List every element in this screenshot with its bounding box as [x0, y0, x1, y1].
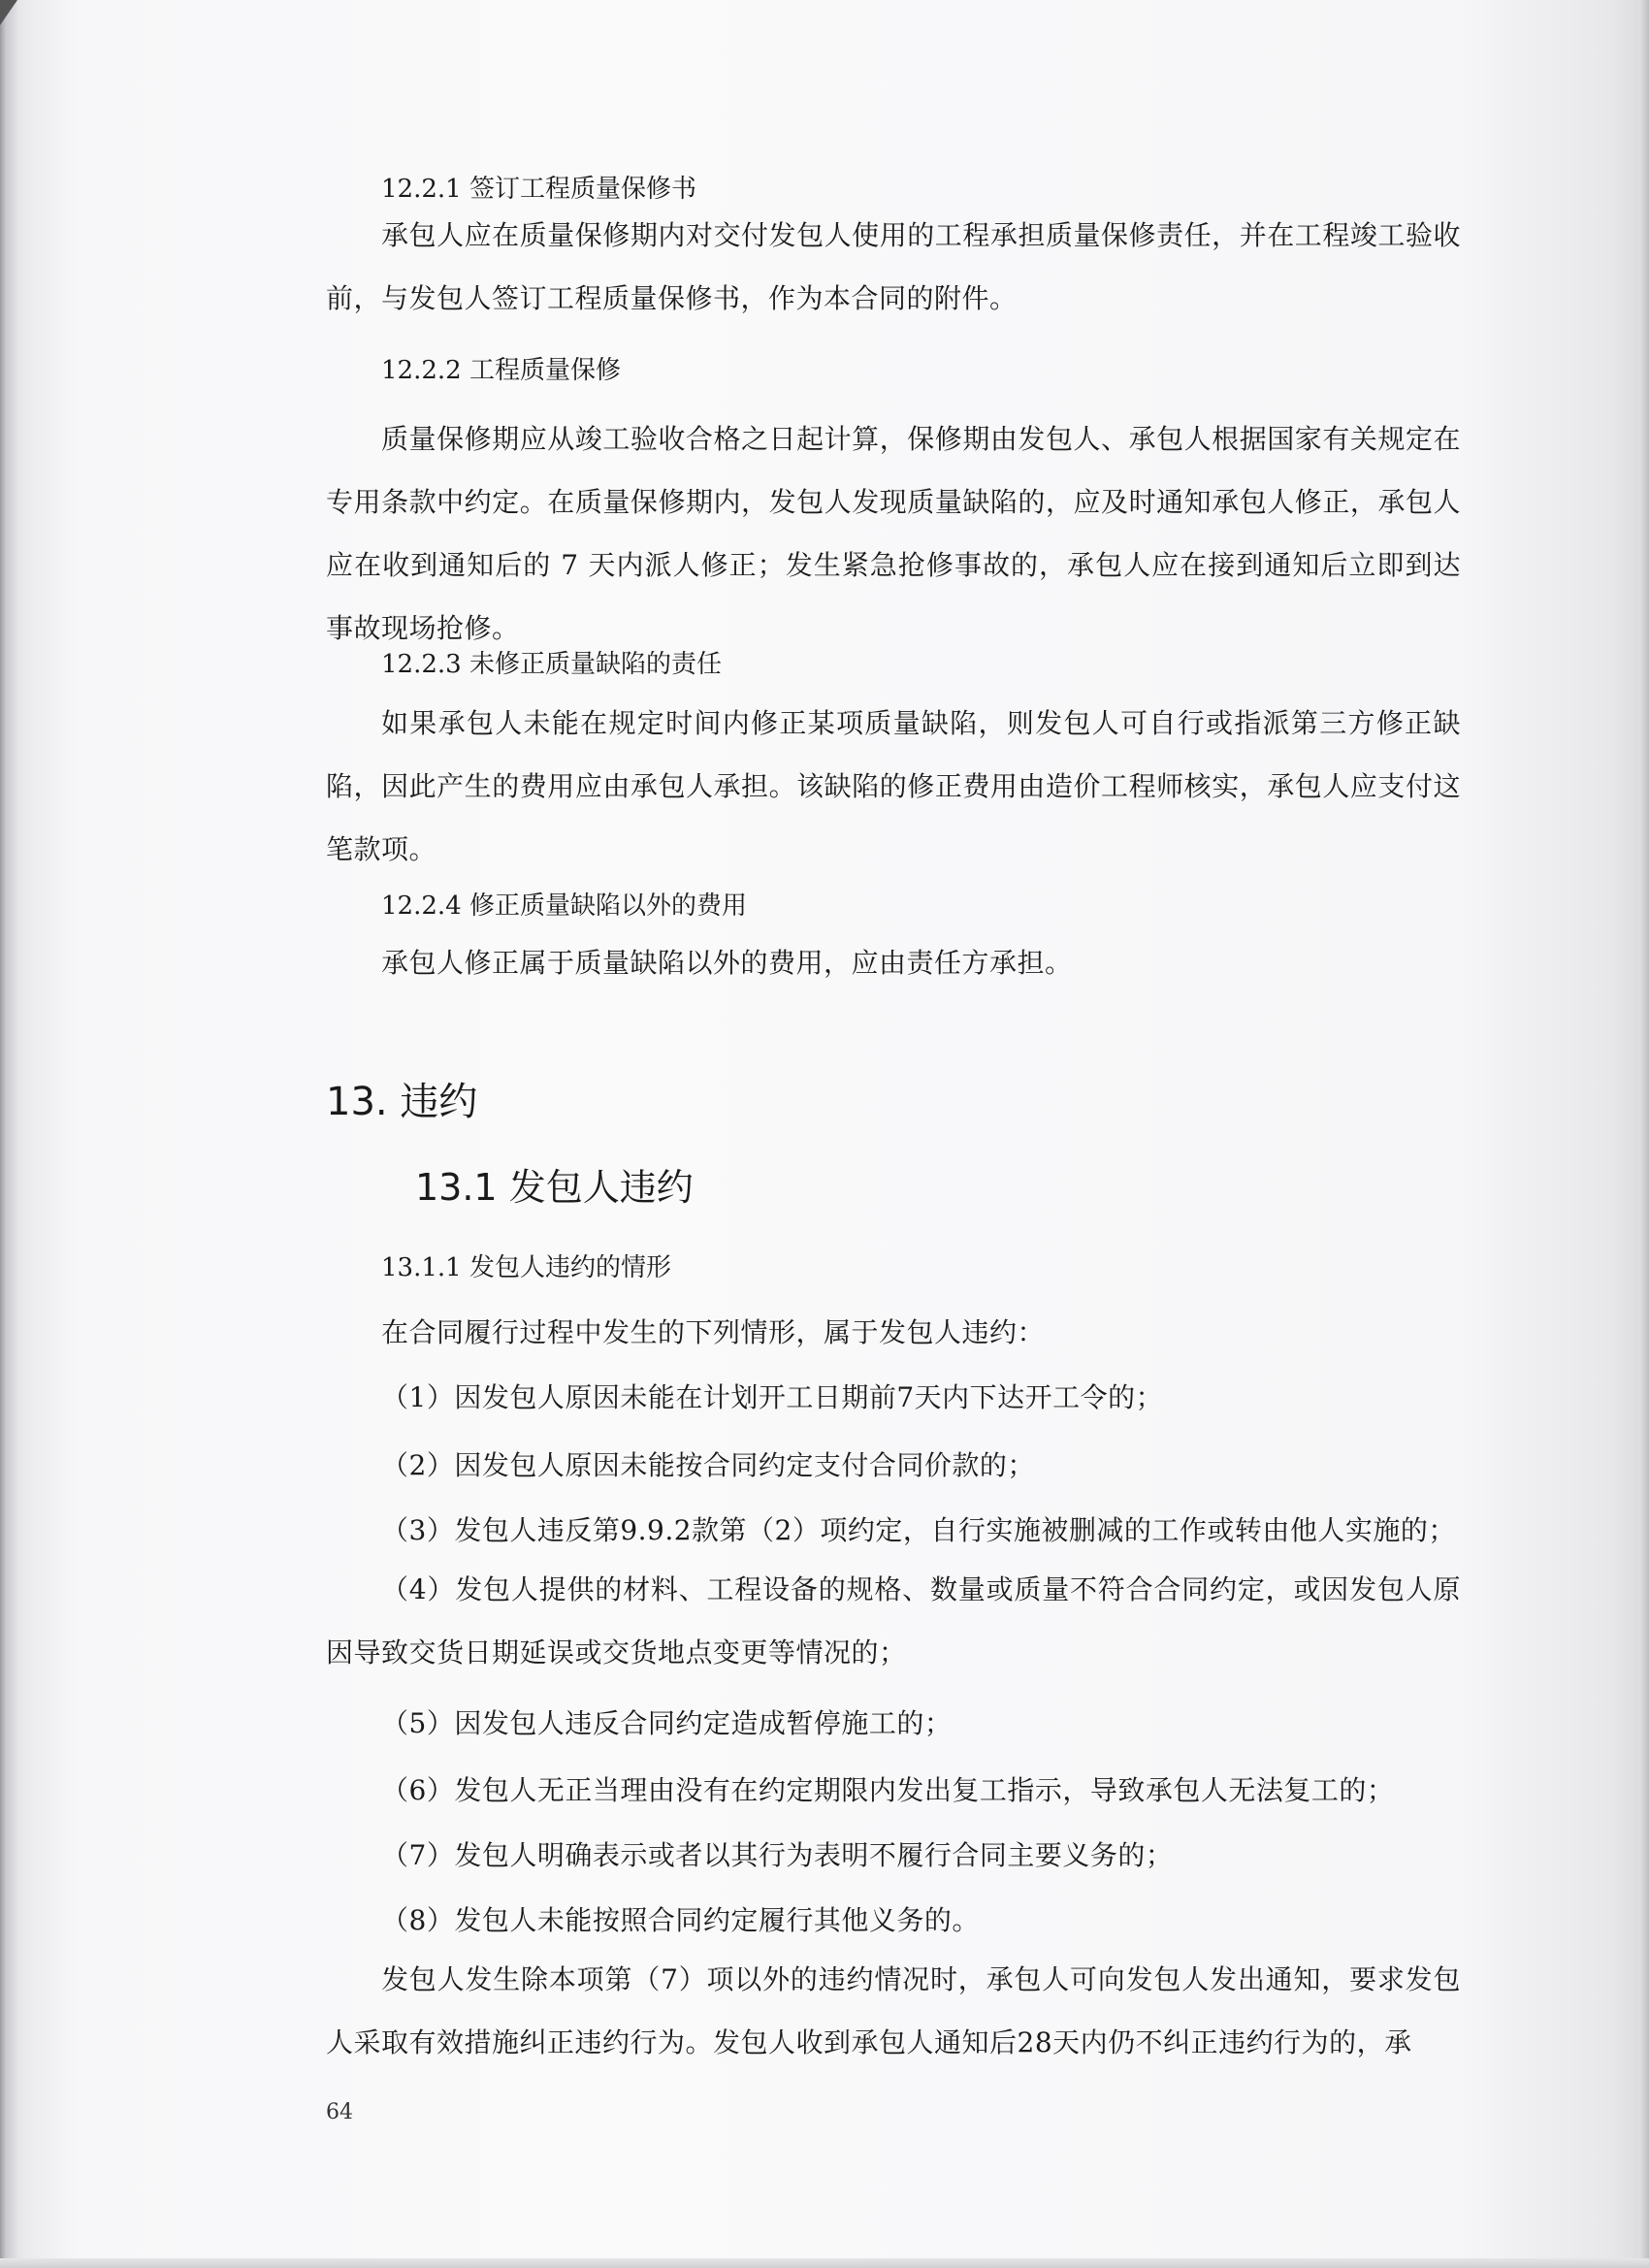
section-12-2-3-heading: 12.2.3 未修正质量缺陷的责任	[381, 650, 722, 679]
scan-corner-mark	[0, 0, 17, 25]
binding-edge	[0, 0, 17, 2268]
right-page-edge	[1639, 0, 1649, 2268]
breach-item-2: （2）因发包人原因未能按合同约定支付合同价款的；	[381, 1449, 1035, 1481]
section-12-2-2-heading: 12.2.2 工程质量保修	[381, 356, 621, 385]
breach-item-4: （4）发包人提供的材料、工程设备的规格、数量或质量不符合合同约定，或因发包人原因导致交货日期延误或交货地点变更等情况的；	[326, 1573, 1461, 1669]
section-13-1-heading: 13.1 发包人违约	[415, 1166, 694, 1209]
section-12-2-3-body: 如果承包人未能在规定时间内修正某项质量缺陷，则发包人可自行或指派第三方修正缺陷，因此产生的费用应由承包人承担。该缺陷的修正费用由造价工程师核实，承包人应支付这笔款项。	[326, 707, 1461, 865]
breach-item-7: （7）发包人明确表示或者以其行为表明不履行合同主要义务的；	[381, 1839, 1174, 1871]
section-12-2-1-body: 承包人应在质量保修期内对交付发包人使用的工程承担质量保修责任，并在工程竣工验收前，与发包人签订工程质量保修书，作为本合同的附件。	[326, 219, 1461, 314]
breach-item-1: （1）因发包人原因未能在计划开工日期前7天内下达开工令的；	[381, 1381, 1164, 1413]
section-12-2-2-body: 质量保修期应从竣工验收合格之日起计算，保修期由发包人、承包人根据国家有关规定在专用条款中约定。在质量保修期内，发包人发现质量缺陷的，应及时通知承包人修正，承包人应在收到通知后的 7 天内派人修正；发生紧急抢修事故的，承包人应在接到通知后立即到达事故现场抢修。	[326, 423, 1461, 644]
breach-item-6: （6）发包人无正当理由没有在约定期限内发出复工指示，导致承包人无法复工的；	[381, 1774, 1395, 1806]
section-12-2-4-body: 承包人修正属于质量缺陷以外的费用，应由责任方承担。	[381, 947, 1073, 979]
breach-item-3: （3）发包人违反第9.9.2款第（2）项约定，自行实施被删减的工作或转由他人实施的；	[381, 1514, 1456, 1546]
bottom-page-edge	[0, 2258, 1649, 2268]
section-13-1-1-heading: 13.1.1 发包人违约的情形	[381, 1253, 671, 1282]
breach-item-5: （5）因发包人违反合同约定造成暂停施工的；	[381, 1707, 953, 1739]
section-13-1-1-closing: 发包人发生除本项第（7）项以外的违约情况时，承包人可向发包人发出通知，要求发包人采取有效措施纠正违约行为。发包人收到承包人通知后28天内仍不纠正违约行为的，承	[326, 1963, 1461, 2058]
page-number: 64	[326, 2100, 353, 2124]
section-12-2-4-heading: 12.2.4 修正质量缺陷以外的费用	[381, 891, 747, 921]
chapter-13-heading: 13. 违约	[326, 1080, 478, 1124]
section-13-1-1-intro: 在合同履行过程中发生的下列情形，属于发包人违约：	[381, 1316, 1046, 1348]
breach-item-8: （8）发包人未能按照合同约定履行其他义务的。	[381, 1904, 980, 1936]
section-12-2-1-heading: 12.2.1 签订工程质量保修书	[381, 175, 696, 204]
